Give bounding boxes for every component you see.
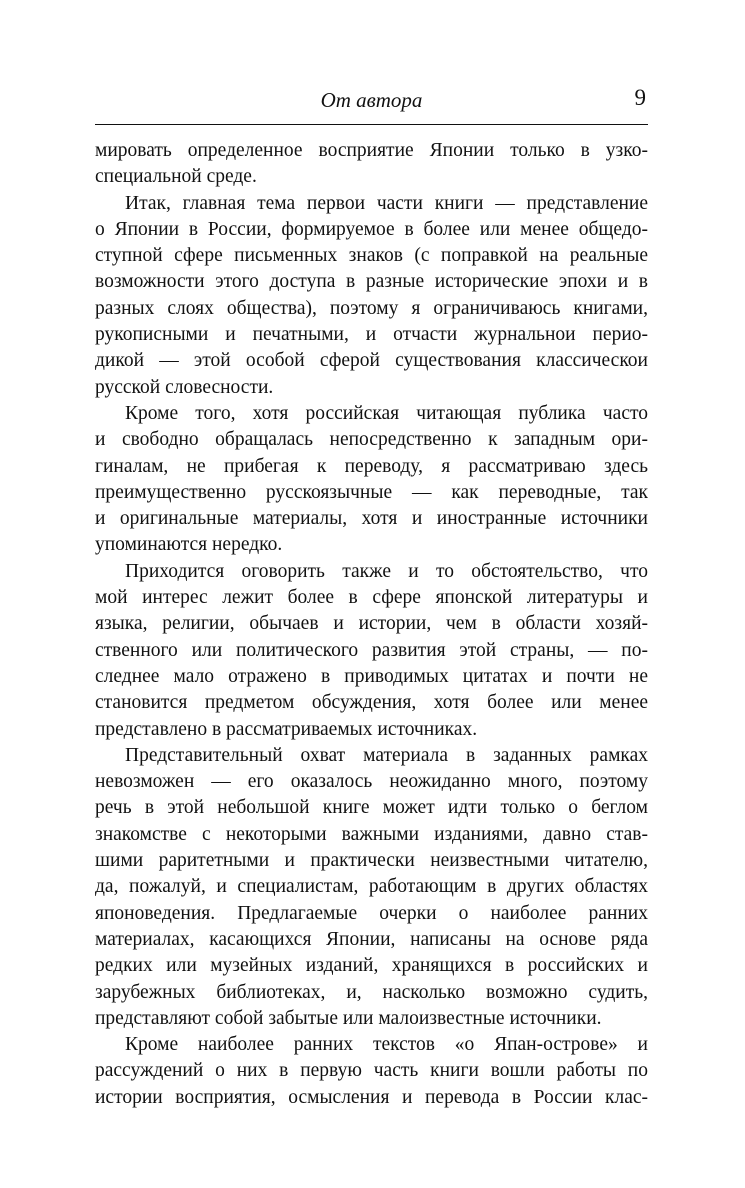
text-line: да, пожалуй, и специалистам, работающим в других областях [95,876,648,898]
text-line: Приходится оговорить также и то обстоятельство, что [125,560,648,582]
paragraph-4 [95,559,648,743]
text-line: русской словесности. [95,376,274,398]
text-line: гиналам, не прибегая к переводу, я рассматриваю здесь [95,455,648,477]
running-head [95,86,648,114]
paragraph-3 [95,401,648,559]
text-line: становится предметом обсуждения, хотя более или менее [95,692,648,714]
text-line: рукописными и печатными, и отчасти журнальнои перио- [95,324,648,346]
text-line: редких или музейных изданий, хранящихся в российских и [95,955,648,977]
text-line: представляют собой забытые или малоизвестные источники. [95,1007,602,1029]
text-line: рассуждений о них в первую часть книги вошли работы по [95,1060,648,1082]
text-line: мировать определенное восприятие Японии только в узко- [95,140,648,161]
running-title: От автора [320,88,423,112]
text-line: невозможен — его оказалось неожиданно много, поэтому [95,771,648,793]
text-line: речь в этой небольшой книге может идти только о беглом [95,797,648,819]
text-line: упоминаются нередко. [95,534,283,556]
text-line: ственного или политического развития этой страны, — по- [95,639,648,661]
paragraph-6 [95,1032,648,1111]
text-line: знакомстве с некоторыми важными изданиями, давно став- [95,823,648,845]
paragraph-2 [95,191,648,401]
text-line: материалах, касающихся Японии, написаны на основе ряда [95,928,648,950]
body-text [95,138,648,1111]
header-rule [95,124,648,125]
text-line: разных слоях общества), поэтому я ограничиваюсь книгами, [95,297,648,319]
text-line: шими раритетными и практически неизвестными читателю, [95,850,648,872]
paragraph-5 [95,743,648,1032]
text-line: дикой — этой особой сферой существования классическои [95,350,648,372]
text-line: и свободно обращалась непосредственно к западным ори- [95,429,648,451]
text-line: языка, религии, обычаев и истории, чем в области хозяй- [95,613,648,635]
text-line: следнее мало отражено в приводимых цитатах и почти не [95,665,648,687]
text-line: Итак, главная тема первои части книги — представление [125,192,648,214]
text-line: истории восприятия, осмысления и перевода в России клас- [95,1086,648,1108]
text-line: Кроме наиболее ранних текстов «о Япан-острове» и [125,1034,648,1056]
text-line: преимущественно русскоязычные — как переводные, так [95,481,648,503]
page-number: 9 [634,85,646,110]
text-line: Кроме того, хотя российская читающая публика часто [125,402,648,424]
paragraph-1 [95,138,648,191]
text-line: о Японии в России, формируемое в более или менее общедо- [95,218,648,240]
text-line: и оригинальные материалы, хотя и иностранные источники [95,508,648,530]
text-line: ступной сфере письменных знаков (с поправкой на реальные [95,245,648,267]
text-line: Представительный охват материала в заданных рамках [125,744,648,766]
text-line: представлено в рассматриваемых источниках. [95,718,478,740]
text-line: возможности этого доступа в разные исторические эпохи и в [95,271,648,293]
text-line: мой интерес лежит более в сфере японской литературы и [95,587,648,609]
text-line: японоведения. Предлагаемые очерки о наиболее ранних [95,902,648,924]
text-line: специальной среде. [95,166,257,188]
text-line: зарубежных библиотеках, и, насколько возможно судить, [95,981,648,1003]
